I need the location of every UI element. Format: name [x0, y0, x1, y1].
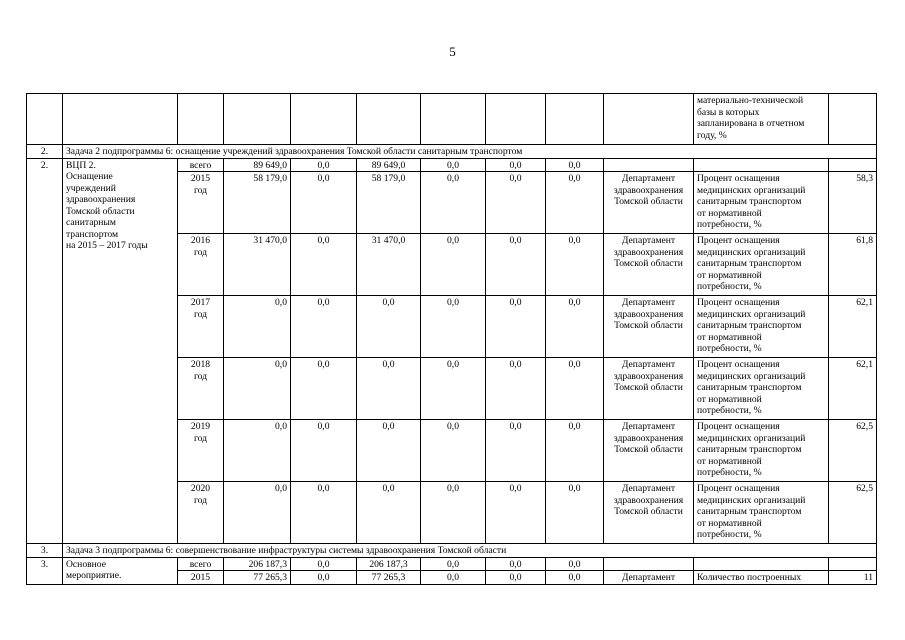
indicator-cell-line: медицинских организаций: [697, 432, 806, 444]
indicator-cell-line: санитарным транспортом: [697, 258, 802, 269]
indicator-cell-line: медицинских организаций: [697, 370, 806, 382]
value-cell: 0,0: [421, 158, 486, 172]
table-row: [27, 158, 877, 172]
value-cell: 0,0: [546, 557, 604, 571]
indicator-cell-line: санитарным транспортом: [697, 506, 802, 517]
department-cell-line: здравоохранения: [613, 432, 684, 444]
department-cell-line: Департамент: [621, 421, 676, 432]
value-cell: 0,0: [291, 571, 357, 585]
row-number: 3.: [27, 557, 63, 584]
value-cell: 0,0: [421, 296, 486, 358]
task-title: Задача 3 подпрограммы 6: совершенствование инфраструктуры системы здравоохранения Томской области: [63, 544, 877, 558]
value-cell: 0,0: [291, 482, 357, 544]
year-cell: всего: [178, 557, 224, 571]
department-cell: [604, 482, 694, 544]
department-cell-line: Департамент: [621, 483, 676, 494]
department-cell-line: здравоохранения: [613, 370, 684, 382]
empty-cell: [694, 557, 829, 571]
indicator-cell-line: от нормативной: [697, 207, 762, 219]
indicator-cell-line: материально-технической: [697, 95, 804, 106]
department-cell: [604, 420, 694, 482]
empty-cell: [178, 94, 224, 145]
department-cell-line: Томской области: [614, 258, 683, 269]
indicator-value: 11: [829, 571, 877, 585]
value-cell: 89 649,0: [357, 158, 421, 172]
indicator-cell: [694, 296, 829, 358]
empty-cell: [604, 557, 694, 571]
department-cell-line: здравоохранения: [613, 494, 684, 506]
value-cell: 0,0: [546, 158, 604, 172]
table-row: [27, 544, 877, 558]
indicator-cell-line: Процент оснащения: [697, 297, 780, 308]
indicator-cell-line: базы в которых: [697, 106, 760, 118]
year-cell-line: 2019: [190, 421, 211, 432]
year-cell: [178, 482, 224, 544]
program-table: [26, 93, 877, 585]
department-cell-line: Департамент: [621, 173, 676, 184]
value-cell: 77 265,3: [357, 571, 421, 585]
value-cell: 0,0: [291, 557, 357, 571]
value-cell: 206 187,3: [224, 557, 291, 571]
indicator-value: 62,5: [829, 482, 877, 544]
department-cell-line: здравоохранения: [613, 308, 684, 320]
empty-cell: [829, 94, 877, 145]
empty-cell: [224, 94, 291, 145]
indicator-cell-line: медицинских организаций: [697, 246, 806, 258]
indicator-value: 61,8: [829, 234, 877, 296]
year-cell-line: год: [193, 432, 208, 444]
empty-cell: [604, 94, 694, 145]
value-cell: 0,0: [291, 420, 357, 482]
value-cell: 0,0: [224, 482, 291, 544]
value-cell: 0,0: [486, 482, 546, 544]
value-cell: 0,0: [357, 482, 421, 544]
year-cell: [178, 420, 224, 482]
activity-name-line: здравоохранения: [66, 194, 136, 205]
value-cell: 0,0: [486, 571, 546, 585]
activity-name-line: учреждений: [66, 182, 116, 194]
value-cell: 0,0: [421, 557, 486, 571]
indicator-cell-line: от нормативной: [697, 517, 762, 529]
indicator-cell-line: от нормативной: [697, 393, 762, 405]
value-cell: 0,0: [291, 296, 357, 358]
task-title: Задача 2 подпрограммы 6: оснащение учреждений здравоохранения Томской области санитарным транспортом: [63, 145, 877, 159]
value-cell: 0,0: [357, 296, 421, 358]
activity-name-line: транспортом: [66, 228, 119, 240]
table-row: [27, 145, 877, 159]
value-cell: 206 187,3: [357, 557, 421, 571]
department-cell: [604, 296, 694, 358]
value-cell: 0,0: [486, 296, 546, 358]
indicator-cell-line: потребности, %: [697, 281, 762, 292]
indicator-cell-line: медицинских организаций: [697, 308, 806, 320]
department-cell: [604, 234, 694, 296]
year-cell-line: год: [193, 184, 208, 196]
value-cell: 0,0: [486, 158, 546, 172]
indicator-cell-line: санитарным транспортом: [697, 196, 802, 207]
year-cell: [178, 234, 224, 296]
year-cell-line: 2018: [190, 359, 211, 370]
activity-name-line: мероприятие.: [66, 570, 122, 581]
department-cell-line: Департамент: [621, 297, 676, 308]
year-cell-line: год: [193, 494, 208, 506]
value-cell: 0,0: [421, 172, 486, 234]
indicator-cell-line: Процент оснащения: [697, 235, 780, 246]
indicator-cell-line: медицинских организаций: [697, 494, 806, 506]
activity-name-line: ВЦП 2.: [66, 159, 96, 171]
empty-cell: [546, 94, 604, 145]
activity-name-line: Томской области: [66, 205, 135, 217]
indicator-cell: [694, 358, 829, 420]
activity-name-line: санитарным: [66, 217, 116, 228]
empty-cell: [486, 94, 546, 145]
activity-name-line: Основное: [66, 558, 106, 570]
value-cell: 0,0: [546, 296, 604, 358]
department-cell: [604, 172, 694, 234]
value-cell: 0,0: [291, 234, 357, 296]
value-cell: 58 179,0: [357, 172, 421, 234]
activity-name-line: на 2015 – 2017 годы: [66, 240, 148, 251]
department-cell-line: Томской области: [614, 444, 683, 455]
indicator-cell-line: Процент оснащения: [697, 421, 780, 432]
indicator-cell-line: потребности, %: [697, 343, 762, 354]
activity-name-line: Оснащение: [66, 171, 113, 182]
indicator-cell-line: потребности, %: [697, 219, 762, 230]
value-cell: 0,0: [486, 358, 546, 420]
empty-cell: [694, 158, 829, 172]
department-cell-line: Томской области: [614, 320, 683, 331]
empty-cell: [291, 94, 357, 145]
value-cell: 0,0: [291, 158, 357, 172]
value-cell: 0,0: [421, 571, 486, 585]
indicator-cell-line: Процент оснащения: [697, 359, 780, 370]
indicator-cell: [694, 94, 829, 145]
value-cell: 31 470,0: [357, 234, 421, 296]
value-cell: 0,0: [546, 420, 604, 482]
value-cell: 0,0: [421, 482, 486, 544]
value-cell: 0,0: [421, 234, 486, 296]
value-cell: 0,0: [224, 296, 291, 358]
value-cell: 0,0: [486, 172, 546, 234]
indicator-cell-line: потребности, %: [697, 405, 762, 416]
indicator-cell-line: потребности, %: [697, 467, 762, 478]
indicator-cell-line: от нормативной: [697, 331, 762, 343]
department-cell-line: Департамент: [621, 359, 676, 370]
year-cell: всего: [178, 158, 224, 172]
indicator-cell-line: от нормативной: [697, 269, 762, 281]
indicator-value: 58,3: [829, 172, 877, 234]
value-cell: 0,0: [421, 420, 486, 482]
value-cell: 0,0: [486, 557, 546, 571]
value-cell: 0,0: [546, 482, 604, 544]
year-cell-line: 2017: [190, 297, 211, 308]
value-cell: 0,0: [357, 420, 421, 482]
value-cell: 0,0: [291, 172, 357, 234]
indicator-cell-line: санитарным транспортом: [697, 320, 802, 331]
indicator-cell: [694, 482, 829, 544]
indicator-cell: [694, 420, 829, 482]
value-cell: 31 470,0: [224, 234, 291, 296]
empty-cell: [829, 557, 877, 571]
indicator-cell-line: санитарным транспортом: [697, 382, 802, 393]
value-cell: 0,0: [224, 420, 291, 482]
indicator-cell-line: году, %: [697, 129, 727, 141]
indicator-cell-line: потребности, %: [697, 529, 762, 540]
indicator-cell-line: санитарным транспортом: [697, 444, 802, 455]
year-cell-line: 2016: [190, 235, 211, 246]
row-number: 3.: [27, 544, 63, 558]
value-cell: 0,0: [546, 172, 604, 234]
department-cell-line: Департамент: [621, 235, 676, 246]
indicator-value: 62,5: [829, 420, 877, 482]
year-cell: [178, 358, 224, 420]
value-cell: 0,0: [421, 358, 486, 420]
empty-cell: [27, 94, 63, 145]
department-cell-line: здравоохранения: [613, 184, 684, 196]
indicator-cell-line: Процент оснащения: [697, 173, 780, 184]
year-cell: 2015: [178, 571, 224, 585]
department-cell: Департамент: [604, 571, 694, 585]
value-cell: 89 649,0: [224, 158, 291, 172]
department-cell: [604, 358, 694, 420]
indicator-cell: Количество построенных: [694, 571, 829, 585]
empty-cell: [421, 94, 486, 145]
value-cell: 0,0: [546, 358, 604, 420]
empty-cell: [63, 94, 178, 145]
value-cell: 0,0: [486, 420, 546, 482]
value-cell: 0,0: [546, 234, 604, 296]
indicator-value: 62,1: [829, 296, 877, 358]
value-cell: 0,0: [357, 358, 421, 420]
department-cell-line: Томской области: [614, 506, 683, 517]
department-cell-line: Томской области: [614, 382, 683, 393]
activity-name: [63, 557, 178, 584]
department-cell-line: здравоохранения: [613, 246, 684, 258]
page-number: 5: [449, 44, 456, 59]
value-cell: 0,0: [291, 358, 357, 420]
year-cell-line: год: [193, 308, 208, 320]
value-cell: 77 265,3: [224, 571, 291, 585]
value-cell: 0,0: [546, 571, 604, 585]
year-cell: [178, 172, 224, 234]
indicator-value: 62,1: [829, 358, 877, 420]
empty-cell: [357, 94, 421, 145]
year-cell: [178, 296, 224, 358]
year-cell-line: год: [193, 246, 208, 258]
table-row: [27, 94, 877, 145]
table-body: [27, 94, 877, 585]
empty-cell: [829, 158, 877, 172]
indicator-cell-line: медицинских организаций: [697, 184, 806, 196]
year-cell-line: 2020: [190, 483, 211, 494]
year-cell-line: 2015: [190, 173, 211, 184]
indicator-cell-line: от нормативной: [697, 455, 762, 467]
value-cell: 0,0: [224, 358, 291, 420]
indicator-cell-line: запланирована в отчетном: [697, 118, 805, 129]
table-row: [27, 557, 877, 571]
empty-cell: [604, 158, 694, 172]
activity-name: [63, 158, 178, 544]
row-number: 2.: [27, 145, 63, 159]
indicator-cell-line: Процент оснащения: [697, 483, 780, 494]
indicator-cell: [694, 234, 829, 296]
row-number: 2.: [27, 158, 63, 544]
year-cell-line: год: [193, 370, 208, 382]
department-cell-line: Томской области: [614, 196, 683, 207]
indicator-cell: [694, 172, 829, 234]
value-cell: 0,0: [486, 234, 546, 296]
value-cell: 58 179,0: [224, 172, 291, 234]
